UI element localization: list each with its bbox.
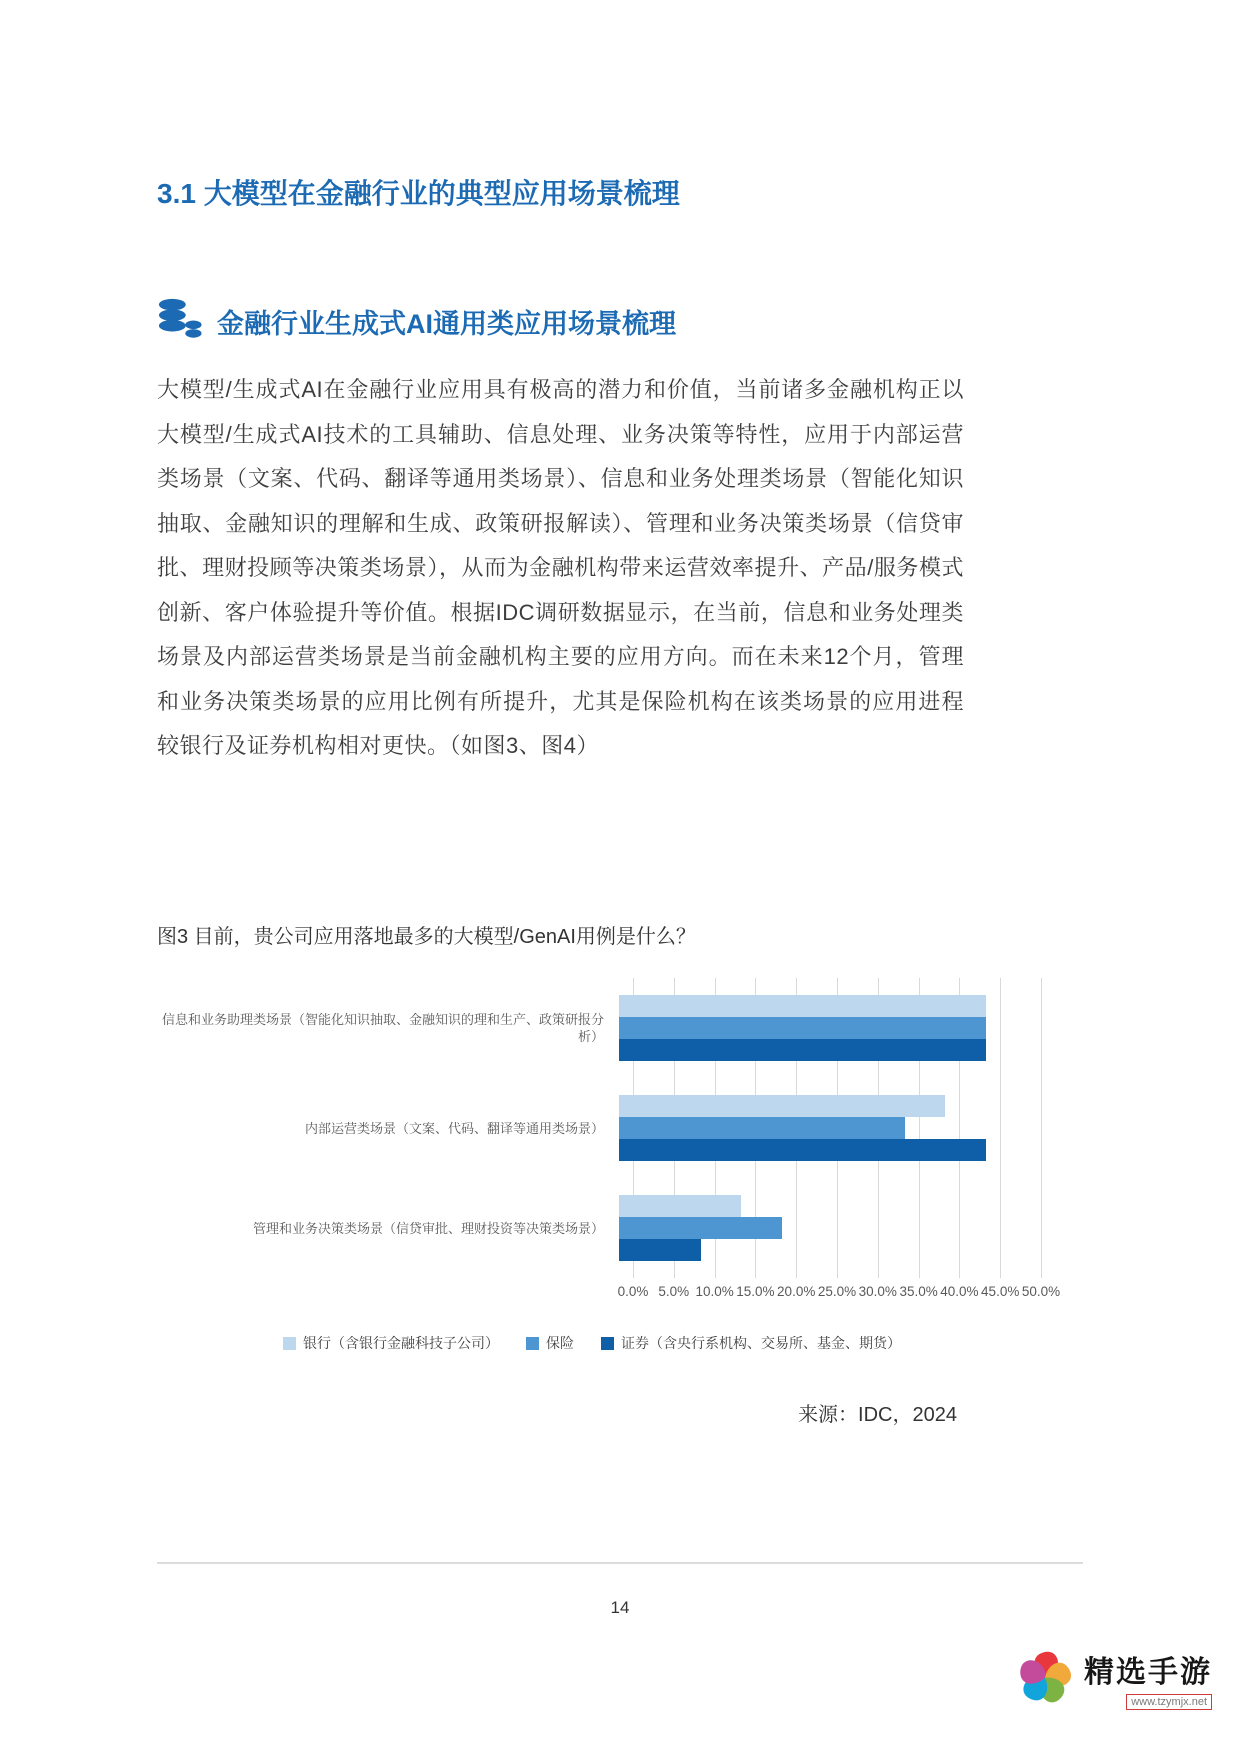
- section-header: [157, 296, 676, 347]
- legend-swatch: [601, 1337, 614, 1350]
- body-paragraph: 大模型/生成式AI在金融行业应用具有极高的潜力和价值，当前诸多金融机构正以大模型/生成式AI技术的工具辅助、信息处理、业务决策等特性，应用于内部运营类场景（文案、代码、翻译等通用类场景）、信息和业务处理类场景（智能化知识抽取、金融知识的理解和生成、政策研报解读）、管理和业务决策类场景（信贷审批、理财投顾等决策类场景），从而为金融机构带来运营效率提升、产品/服务模式创新、客户体验提升等价值。根据IDC调研数据显示，在当前，信息和业务处理类场景及内部运营类场景是当前金融机构主要的应用方向。而在未来12个月，管理和业务决策类场景的应用比例有所提升，尤其是保险机构在该类场景的应用进程较银行及证券机构相对更快。（如图3、图4）: [157, 377, 964, 758]
- chart-x-axis: [617, 1284, 1061, 1308]
- chart-category-row: [157, 978, 1041, 1078]
- bar-保险: [619, 1117, 905, 1139]
- x-tick-label: 30.0%: [858, 1284, 897, 1299]
- chart-rows: [157, 978, 1041, 1278]
- x-tick-label: 5.0%: [658, 1284, 690, 1299]
- chart-source: 来源：IDC，2024: [798, 1404, 957, 1426]
- legend-item: [283, 1333, 499, 1353]
- x-tick-label: 15.0%: [736, 1284, 775, 1299]
- x-tick-label: 40.0%: [940, 1284, 979, 1299]
- legend-swatch: [283, 1337, 296, 1350]
- x-tick-label: 50.0%: [1021, 1284, 1061, 1299]
- figure-caption: 图3 目前，贵公司应用落地最多的大模型/GenAI用例是什么？: [157, 926, 696, 948]
- legend-label: 保险: [546, 1335, 574, 1351]
- bar-保险: [619, 1017, 986, 1039]
- chart-legend: [283, 1333, 901, 1353]
- figure3-chart: [157, 978, 1061, 1308]
- footer-divider: [157, 1562, 1083, 1564]
- bar-银行: [619, 1195, 741, 1217]
- bar-证券: [619, 1039, 986, 1061]
- bar-证券: [619, 1139, 986, 1161]
- legend-swatch: [526, 1337, 539, 1350]
- legend-item: [526, 1333, 574, 1353]
- legend-label: 证券（含央行系机构、交易所、基金、期货）: [621, 1335, 901, 1351]
- bar-银行: [619, 995, 986, 1017]
- watermark-url: www.tzymjx.net: [1126, 1694, 1212, 1710]
- bar-保险: [619, 1217, 782, 1239]
- x-tick-label: 45.0%: [981, 1284, 1020, 1299]
- legend-label: 银行（含银行金融科技子公司）: [303, 1335, 499, 1351]
- pinwheel-logo-icon: [1016, 1645, 1074, 1712]
- x-tick-label: 10.0%: [695, 1284, 734, 1299]
- page-title: 3.1 大模型在金融行业的典型应用场景梳理: [157, 178, 680, 209]
- x-tick-label: 0.0%: [617, 1284, 649, 1299]
- category-label: 信息和业务助理类场景（智能化知识抽取、金融知识的理和生产、政策研报分析）: [161, 1012, 604, 1044]
- chart-category-row: [157, 1178, 1041, 1278]
- bar-银行: [619, 1095, 945, 1117]
- x-tick-label: 35.0%: [899, 1284, 938, 1299]
- category-label: 管理和业务决策类场景（信贷审批、理财投资等决策类场景）: [252, 1220, 604, 1236]
- legend-item: [601, 1333, 901, 1353]
- database-icon: [157, 296, 203, 347]
- page-number: 14: [610, 1598, 630, 1617]
- gridline: [1041, 978, 1042, 1278]
- section-title: 金融行业生成式AI通用类应用场景梳理: [217, 309, 676, 339]
- chart-plot-area: [157, 978, 1041, 1278]
- category-label: 内部运营类场景（文案、代码、翻译等通用类场景）: [304, 1120, 604, 1136]
- watermark-brand-name: 精选手游: [1084, 1656, 1212, 1689]
- bar-证券: [619, 1239, 701, 1261]
- footer-watermark: [1016, 1645, 1212, 1712]
- chart-category-row: [157, 1078, 1041, 1178]
- x-tick-label: 25.0%: [817, 1284, 857, 1299]
- x-tick-label: 20.0%: [777, 1284, 816, 1299]
